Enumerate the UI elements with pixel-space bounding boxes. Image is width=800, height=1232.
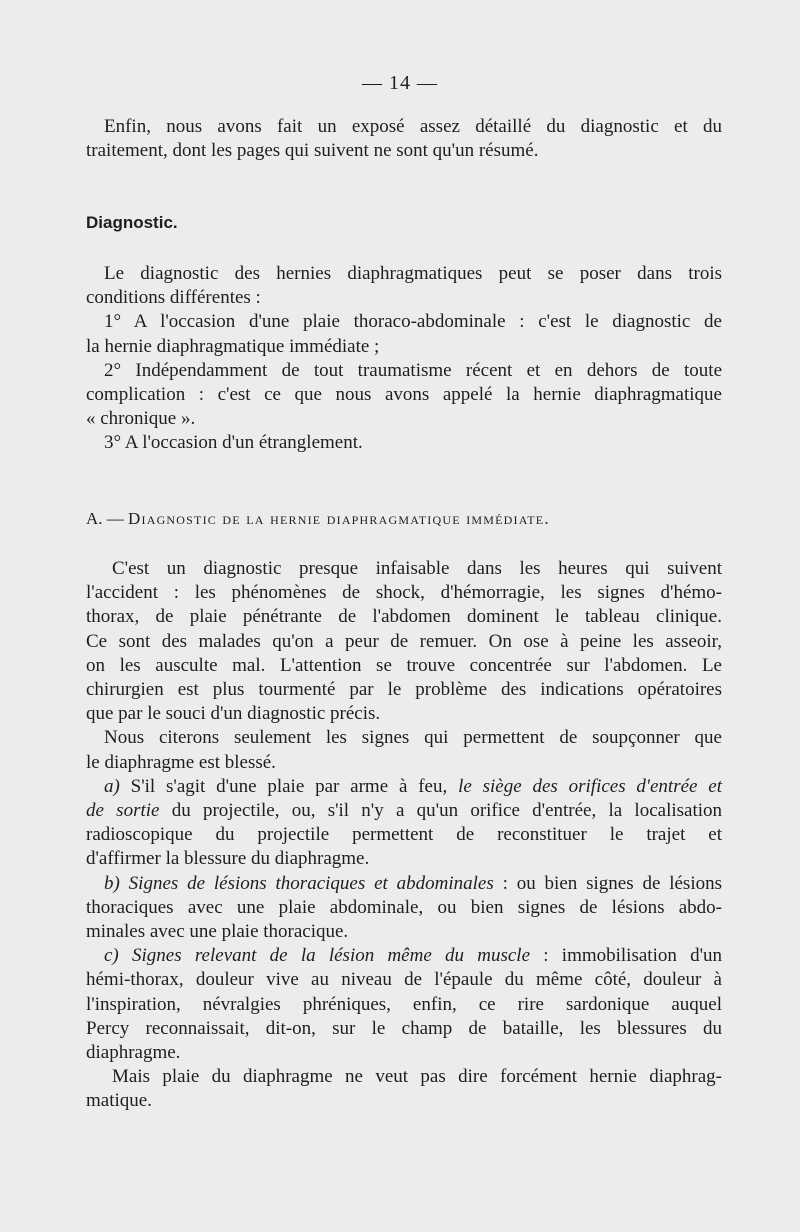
- text-line: conditions différentes :: [86, 287, 261, 309]
- item-b-label: b): [104, 872, 120, 894]
- item-a-line: [86, 775, 722, 799]
- item-a-text-cont: du projectile, ou, s'il n'y a qu'un orifice d'entrée, la localisation: [171, 800, 723, 822]
- item-b-italic: Signes de lésions thoraciques et abdominales: [128, 872, 494, 894]
- text-line: Mais plaie du diaphragme ne veut pas dire forcément hernie diaphrag-: [112, 1066, 722, 1088]
- text-line: diaphragme.: [86, 1042, 181, 1064]
- text-line: matique.: [86, 1090, 152, 1112]
- text-line: Enfin, nous avons fait un exposé assez détaillé du diagnostic et du: [104, 116, 722, 137]
- item-a-line: [86, 799, 722, 823]
- subsection-title: Diagnostic de la hernie diaphragmatique immédiate.: [128, 509, 550, 528]
- conditions-paragraph: [86, 262, 722, 456]
- text-line: chirurgien est plus tourmenté par le problème des indications opératoires: [86, 679, 722, 701]
- text-line: « chronique ».: [86, 408, 196, 430]
- text-line: Percy reconnaissait, dit-on, sur le champ de bataille, les blessures du: [86, 1017, 722, 1039]
- text-line: l'accident : les phénomènes de shock, d'hémorragie, les signes d'hémo-: [86, 582, 722, 604]
- section-heading: Diagnostic.: [86, 213, 178, 232]
- text-line: 1° A l'occasion d'une plaie thoraco-abdominale : c'est le diagnostic de: [104, 311, 722, 333]
- text-line: Nous citerons seulement les signes qui permettent de soupçonner que: [104, 727, 722, 749]
- page-number: — 14 —: [362, 72, 438, 94]
- item-b-line: [86, 872, 722, 896]
- text-line: le diaphragme est blessé.: [86, 751, 276, 773]
- text-line: complication : c'est ce que nous avons appelé la hernie diaphragmatique: [86, 384, 722, 406]
- text-line: 2° Indépendamment de tout traumatisme récent et en dehors de toute: [104, 359, 722, 381]
- text-line: hémi-thorax, douleur vive au niveau de l'épaule du même côté, douleur à: [86, 969, 722, 991]
- text-line: la hernie diaphragmatique immédiate ;: [86, 335, 380, 357]
- text-line: thoraciques avec une plaie abdominale, ou bien signes de lésions abdo-: [86, 896, 722, 918]
- item-a-italic-cont: de sortie: [86, 800, 160, 822]
- text-line: Le diagnostic des hernies diaphragmatiques peut se poser dans trois: [104, 263, 722, 284]
- text-line: on les ausculte mal. L'attention se trouve concentrée sur l'abdomen. Le: [86, 654, 722, 676]
- item-a-label: a): [104, 775, 120, 797]
- item-c-label: c): [104, 945, 119, 967]
- item-c-italic: Signes relevant de la lésion même du muscle: [132, 945, 531, 967]
- subsection-letter: A. —: [86, 509, 124, 528]
- text-line: d'affirmer la blessure du diaphragme.: [86, 848, 370, 870]
- intro-paragraph: [86, 115, 722, 163]
- text-line: C'est un diagnostic presque infaisable dans les heures qui suivent: [112, 558, 722, 579]
- text-line: thorax, de plaie pénétrante de l'abdomen dominent le tableau clinique.: [86, 606, 722, 628]
- body-text: [86, 557, 722, 1114]
- subsection-heading: [86, 509, 616, 529]
- item-c-text: : immobilisation d'un: [543, 945, 723, 967]
- text-line: minales avec une plaie thoracique.: [86, 921, 349, 943]
- text-line: traitement, dont les pages qui suivent ne sont qu'un résumé.: [86, 140, 539, 162]
- text-line: radioscopique du projectile permettent de reconstituer le trajet et: [86, 824, 722, 846]
- text-line: 3° A l'occasion d'un étranglement.: [104, 432, 363, 454]
- item-a-italic: le siège des orifices d'entrée et: [458, 775, 722, 797]
- text-line: l'inspiration, névralgies phréniques, enfin, ce rire sardonique auquel: [86, 993, 722, 1015]
- item-b-text: : ou bien signes de lésions: [502, 872, 722, 894]
- item-a-text: S'il s'agit d'une plaie par arme à feu,: [130, 775, 448, 797]
- text-line: que par le souci d'un diagnostic précis.: [86, 703, 381, 725]
- text-line: Ce sont des malades qu'on a peur de remuer. On ose à peine les asseoir,: [86, 630, 722, 652]
- item-c-line: [86, 944, 722, 968]
